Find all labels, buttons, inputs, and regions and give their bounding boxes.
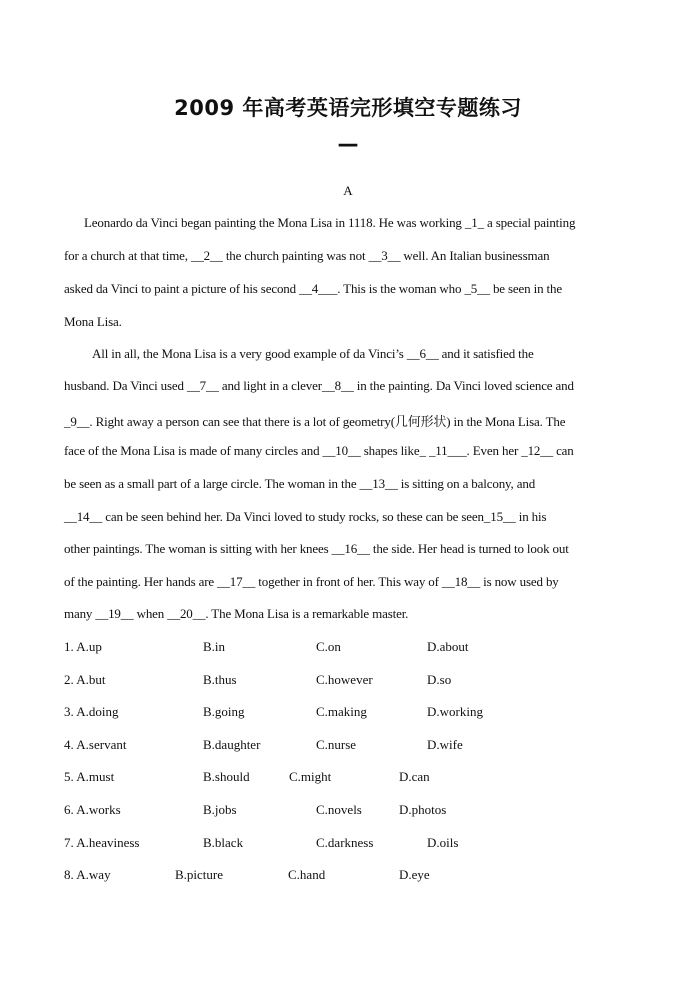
- passage-line: husband. Da Vinci used __7__ and light in a clever__8__ in the painting. Da Vinci loved science and: [64, 378, 574, 393]
- passage-line: face of the Mona Lisa is made of many circles and __10__ shapes like_ _11___. Even her _12__ can: [64, 443, 574, 458]
- page-subtitle: —: [337, 132, 359, 156]
- passage-line: Leonardo da Vinci began painting the Mona Lisa in 1118. He was working _1_ a special painting: [84, 215, 576, 230]
- passage-line: be seen as a small part of a large circle. The woman in the __13__ is sitting on a balcony, and: [64, 476, 536, 491]
- question-option-c: C.novels: [316, 802, 362, 817]
- passage-line: Mona Lisa.: [64, 314, 122, 329]
- question-option-c: C.making: [316, 704, 367, 719]
- question-option-a: 7. A.heaviness: [64, 835, 140, 850]
- question-option-d: D.working: [427, 704, 483, 719]
- question-option-d: D.wife: [427, 737, 463, 752]
- question-option-a: 1. A.up: [64, 639, 102, 654]
- question-option-a: 2. A.but: [64, 672, 106, 687]
- question-option-d: D.oils: [427, 835, 459, 850]
- passage-line: of the painting. Her hands are __17__ together in front of her. This way of __18__ is now used by: [64, 574, 559, 589]
- section-heading: A: [343, 183, 353, 198]
- question-option-d: D.photos: [399, 802, 447, 817]
- passage-line: All in all, the Mona Lisa is a very good example of da Vinci’s __6__ and it satisfied the: [92, 346, 534, 361]
- question-option-b: B.picture: [175, 867, 224, 882]
- question-option-a: 4. A.servant: [64, 737, 127, 752]
- question-option-b: B.jobs: [203, 802, 237, 817]
- question-option-a: 6. A.works: [64, 802, 121, 817]
- passage-line: _9__. Right away a person can see that there is a lot of geometry(几何形状) in the Mona Lisa. The: [64, 414, 566, 429]
- passage-line: __14__ can be seen behind her. Da Vinci loved to study rocks, so these can be seen_15__ in his: [64, 509, 547, 524]
- passage-line: other paintings. The woman is sitting with her knees __16__ the side. Her head is turned to look out: [64, 541, 569, 556]
- question-option-b: B.should: [203, 769, 250, 784]
- question-option-b: B.in: [203, 639, 226, 654]
- question-option-d: D.can: [399, 769, 430, 784]
- question-option-c: C.however: [316, 672, 373, 687]
- passage-line: for a church at that time, __2__ the church painting was not __3__ well. An Italian businessman: [64, 248, 550, 263]
- question-option-d: D.about: [427, 639, 469, 654]
- question-option-b: B.going: [203, 704, 245, 719]
- question-option-c: C.on: [316, 639, 341, 654]
- question-option-c: C.nurse: [316, 737, 357, 752]
- question-option-c: C.might: [289, 769, 332, 784]
- question-option-c: C.darkness: [316, 835, 374, 850]
- page-title: 2009 年高考英语完形填空专题练习: [174, 96, 522, 120]
- passage-line: asked da Vinci to paint a picture of his second __4___. This is the woman who _5__ be seen in the: [64, 281, 562, 296]
- passage-line: many __19__ when __20__. The Mona Lisa is a remarkable master.: [64, 606, 409, 621]
- question-option-d: D.eye: [399, 867, 430, 882]
- question-option-a: 5. A.must: [64, 769, 115, 784]
- question-option-a: 3. A.doing: [64, 704, 119, 719]
- question-option-d: D.so: [427, 672, 452, 687]
- question-option-b: B.black: [203, 835, 244, 850]
- question-option-a: 8. A.way: [64, 867, 111, 882]
- question-option-c: C.hand: [288, 867, 326, 882]
- question-option-b: B.daughter: [203, 737, 261, 752]
- question-option-b: B.thus: [203, 672, 237, 687]
